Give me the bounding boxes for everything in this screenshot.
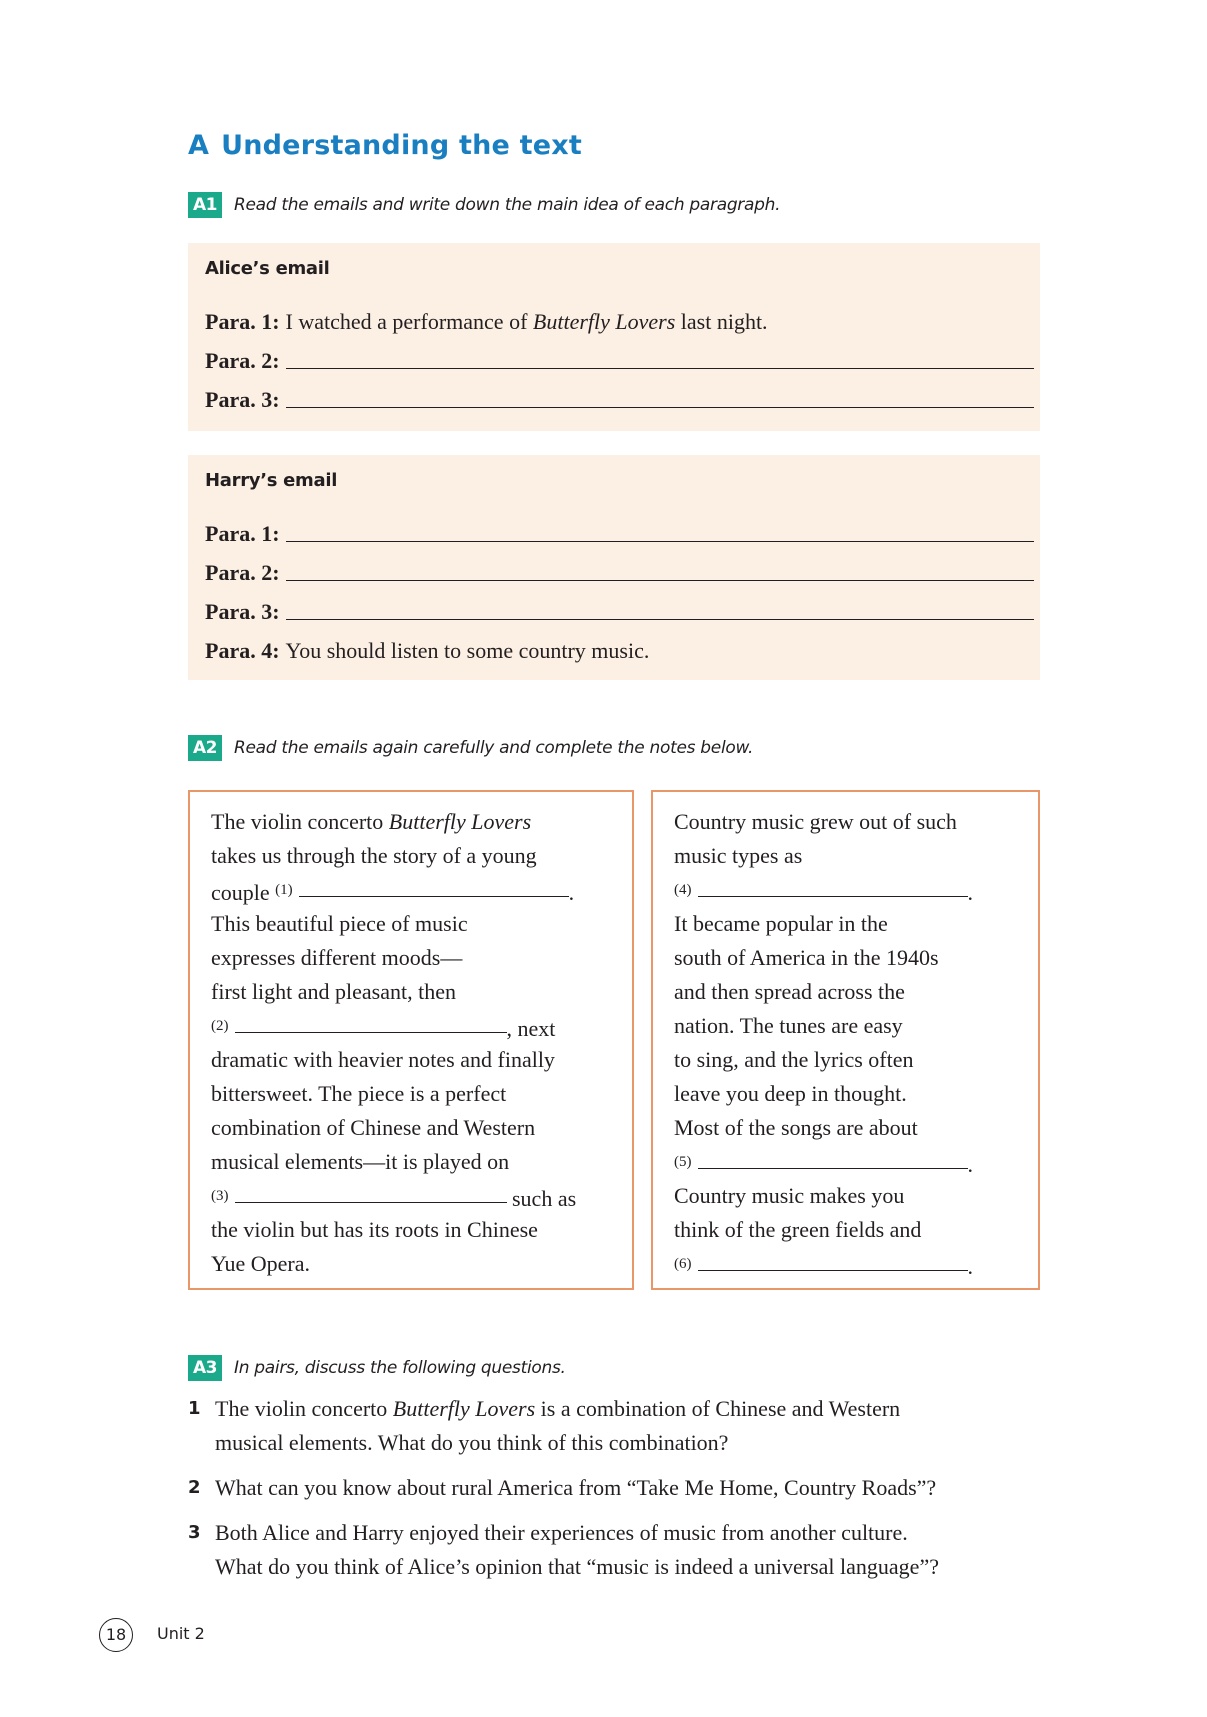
text: is a combination of Chinese and Western bbox=[535, 1396, 901, 1421]
page-number: 18 bbox=[99, 1618, 133, 1652]
notes-line: musical elements—it is played on bbox=[211, 1149, 510, 1174]
notes-line: Yue Opera. bbox=[211, 1251, 310, 1276]
notes-line: It became popular in the bbox=[674, 911, 888, 936]
question-number: 2 bbox=[188, 1477, 201, 1498]
notes-line: nation. The tunes are easy bbox=[674, 1013, 903, 1038]
notes-line: $^{(5)}$ . bbox=[674, 1152, 973, 1177]
para-label: Para. 1: bbox=[205, 309, 280, 334]
answer-blank-3[interactable] bbox=[235, 1202, 507, 1203]
question-2 bbox=[188, 1471, 936, 1505]
notes-line: This beautiful piece of music bbox=[211, 911, 468, 936]
blank-number: (1) bbox=[275, 882, 293, 898]
answer-blank[interactable] bbox=[286, 368, 1034, 369]
notes-line: $^{(6)}$ . bbox=[674, 1254, 973, 1279]
notes-line: takes us through the story of a young bbox=[211, 843, 537, 868]
notes-line: $^{(4)}$ . bbox=[674, 880, 973, 905]
text: Both Alice and Harry enjoyed their experiences of music from another culture. bbox=[215, 1520, 908, 1545]
question-number: 3 bbox=[188, 1522, 201, 1543]
alice-email-box bbox=[188, 243, 1040, 431]
blank-number: (4) bbox=[674, 882, 692, 898]
text: What do you think of Alice’s opinion that “music is indeed a universal language”? bbox=[215, 1554, 939, 1579]
notes-line: first light and pleasant, then bbox=[211, 979, 456, 1004]
text: The violin concerto bbox=[211, 809, 389, 834]
task-a1-instruction: Read the emails and write down the main idea of each paragraph. bbox=[234, 195, 781, 215]
para-text: You should listen to some country music. bbox=[285, 638, 650, 663]
question-text bbox=[215, 1392, 900, 1460]
para-label: Para. 1: bbox=[205, 521, 280, 546]
answer-blank-4[interactable] bbox=[698, 896, 968, 897]
section-title: Understanding the text bbox=[221, 130, 582, 161]
question-text bbox=[215, 1471, 936, 1505]
text: The violin concerto bbox=[215, 1396, 393, 1421]
notes-line bbox=[211, 1179, 624, 1213]
blank-number: (6) bbox=[674, 1256, 692, 1272]
task-badge-a1: A1 bbox=[188, 192, 222, 218]
notes-line bbox=[211, 1009, 624, 1043]
harry-email-title: Harry’s email bbox=[205, 470, 338, 491]
notes-line: couple $^{(1)}$ . bbox=[211, 880, 575, 905]
task-a2-header bbox=[188, 735, 753, 761]
notes-line bbox=[211, 805, 624, 839]
harry-para-3 bbox=[205, 597, 1034, 625]
task-badge-a3: A3 bbox=[188, 1355, 222, 1381]
notes-line: Country music grew out of such bbox=[674, 809, 957, 834]
notes-line: the violin but has its roots in Chinese bbox=[211, 1217, 538, 1242]
task-a1-header bbox=[188, 192, 780, 218]
para-label: Para. 4: bbox=[205, 638, 280, 663]
question-text bbox=[215, 1516, 939, 1584]
para-text-before: I watched a performance of bbox=[285, 309, 533, 334]
answer-blank-5[interactable] bbox=[698, 1168, 968, 1169]
notes-text-right bbox=[674, 805, 1030, 1281]
text-italic: Butterfly Lovers bbox=[392, 1396, 536, 1421]
notes-line: Country music makes you bbox=[674, 1183, 905, 1208]
notes-line: to sing, and the lyrics often bbox=[674, 1047, 914, 1072]
question-3 bbox=[188, 1516, 939, 1584]
task-badge-a2: A2 bbox=[188, 735, 222, 761]
task-a3-header bbox=[188, 1355, 566, 1381]
notes-line: dramatic with heavier notes and finally bbox=[211, 1047, 555, 1072]
answer-blank[interactable] bbox=[286, 407, 1034, 408]
notes-line: bittersweet. The piece is a perfect bbox=[211, 1081, 507, 1106]
para-label: Para. 2: bbox=[205, 560, 280, 585]
blank-number: (5) bbox=[674, 1154, 692, 1170]
text: What can you know about rural America from “Take Me Home, Country Roads”? bbox=[215, 1475, 937, 1500]
alice-para-2 bbox=[205, 346, 1034, 374]
notes-line: think of the green fields and bbox=[674, 1217, 922, 1242]
answer-blank[interactable] bbox=[286, 580, 1034, 581]
task-a2-instruction: Read the emails again carefully and complete the notes below. bbox=[234, 738, 754, 758]
para-label: Para. 2: bbox=[205, 348, 280, 373]
alice-para-3 bbox=[205, 385, 1034, 413]
alice-email-title: Alice’s email bbox=[205, 258, 330, 279]
task-a3-instruction: In pairs, discuss the following questions. bbox=[234, 1358, 566, 1378]
notes-line: expresses different moods— bbox=[211, 945, 463, 970]
blank-number: (3) bbox=[211, 1188, 229, 1204]
answer-blank-1[interactable] bbox=[299, 896, 569, 897]
para-text-italic: Butterfly Lovers bbox=[532, 309, 676, 334]
unit-label: Unit 2 bbox=[157, 1624, 205, 1643]
harry-email-box bbox=[188, 455, 1040, 680]
section-letter: A bbox=[188, 130, 210, 161]
alice-para-1 bbox=[205, 307, 1034, 335]
blank-number: (2) bbox=[211, 1018, 229, 1034]
answer-blank-6[interactable] bbox=[698, 1270, 968, 1271]
para-text-after: last night. bbox=[675, 309, 768, 334]
harry-para-4 bbox=[205, 636, 1034, 664]
notes-text-left bbox=[211, 805, 624, 1281]
section-heading bbox=[188, 130, 582, 161]
para-label: Para. 3: bbox=[205, 599, 280, 624]
harry-para-2 bbox=[205, 558, 1034, 586]
notes-box-country-music bbox=[651, 790, 1040, 1290]
notes-line: music types as bbox=[674, 843, 803, 868]
notes-line: combination of Chinese and Western bbox=[211, 1115, 536, 1140]
answer-blank[interactable] bbox=[286, 541, 1034, 542]
question-1 bbox=[188, 1392, 900, 1460]
text: couple bbox=[211, 880, 276, 905]
notes-box-butterfly-lovers bbox=[188, 790, 634, 1290]
para-label: Para. 3: bbox=[205, 387, 280, 412]
text-italic: Butterfly Lovers bbox=[388, 809, 532, 834]
text: , next bbox=[506, 1016, 556, 1041]
notes-line: and then spread across the bbox=[674, 979, 905, 1004]
notes-line: leave you deep in thought. bbox=[674, 1081, 907, 1106]
notes-line: south of America in the 1940s bbox=[674, 945, 939, 970]
text: musical elements. What do you think of this combination? bbox=[215, 1430, 729, 1455]
answer-blank-2[interactable] bbox=[235, 1032, 507, 1033]
question-number: 1 bbox=[188, 1398, 201, 1419]
answer-blank[interactable] bbox=[286, 619, 1034, 620]
notes-line: Most of the songs are about bbox=[674, 1115, 918, 1140]
text: such as bbox=[506, 1186, 577, 1211]
para-text bbox=[286, 309, 768, 335]
harry-para-1 bbox=[205, 519, 1034, 547]
